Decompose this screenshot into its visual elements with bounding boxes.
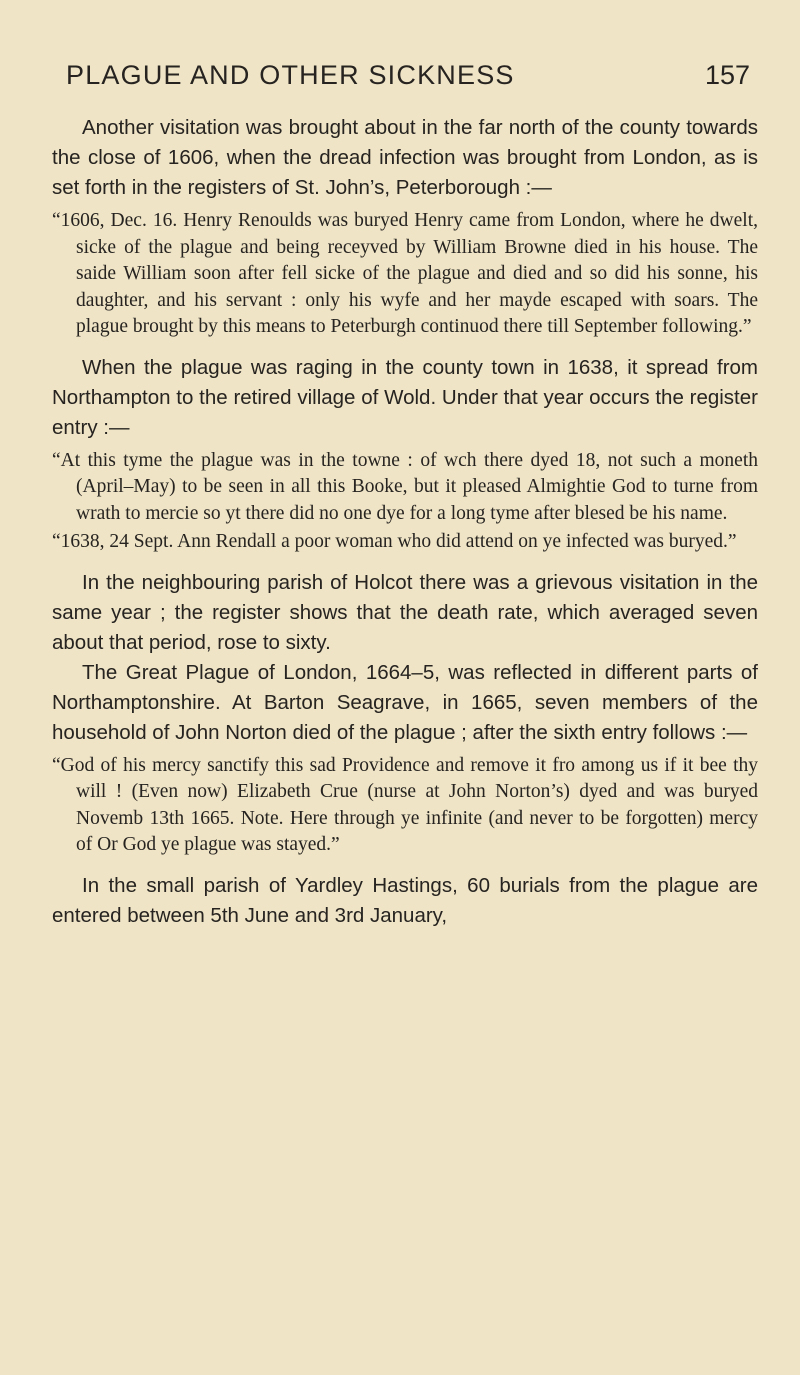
page-header	[0, 58, 800, 92]
paragraph-wold-intro: When the plague was raging in the county town in 1638, it spread from Northampton to the retired village of Wold. Under that year occurs the register entry :—	[52, 355, 758, 439]
paragraph-great-plague: The Great Plague of London, 1664–5, was reflected in different parts of Northamptonshire. At Barton Seagrave, in 1665, seven members of the household of John Norton died of the plague ; after the sixth entry follows :—	[52, 660, 758, 744]
paragraph-peterborough-intro: Another visitation was brought about in the far north of the county towards the close of 1606, when the dread infection was brought from London, as is set forth in the registers of St. John’s, Peterborough :—	[52, 116, 758, 199]
body-text	[52, 113, 758, 931]
running-title: PLAGUE AND OTHER SICKNESS	[66, 60, 515, 90]
quote-wold-rendall: “1638, 24 Sept. Ann Rendall a poor woman who did attend on ye infected was buryed.”	[52, 531, 737, 552]
quote-barton-seagrave: “God of his mercy sanctify this sad Providence and remove it fro among us if it bee thy will ! (Even now) Elizabeth Crue (nurse at John Norton’s) dyed and was buryed Novemb 13th 1665. Note. Here through ye infinite (and never to be forgotten) mercy of Or God ye plague was stayed.”	[52, 754, 758, 855]
paragraph-holcot: In the neighbouring parish of Holcot there was a grievous visitation in the same year ; the register shows that the death rate, which averaged seven about that period, rose to sixty.	[52, 570, 758, 654]
paragraph-yardley-hastings: In the small parish of Yardley Hastings, 60 burials from the plague are entered between 5th June and 3rd January,	[52, 873, 758, 927]
quote-peterborough-register: “1606, Dec. 16. Henry Renoulds was buryed Henry came from London, where he dwelt, sicke of the plague and being receyved by William Browne died in his house. The saide William soon after fell sicke of the plague and died and so did his sonne, his daughter, and his servant : only his wyfe and her mayde escaped with soars. The plague brought by this means to Peterburgh continuod there till September following.”	[52, 210, 758, 337]
quote-wold-register: “At this tyme the plague was in the towne : of wch there dyed 18, not such a moneth (April–May) to be seen in all this Booke, but it pleased Almightie God to turne from wrath to mercie so yt there did no one dye for a long tyme after blesed be his name.	[52, 449, 758, 524]
page-number: 157	[705, 60, 751, 90]
